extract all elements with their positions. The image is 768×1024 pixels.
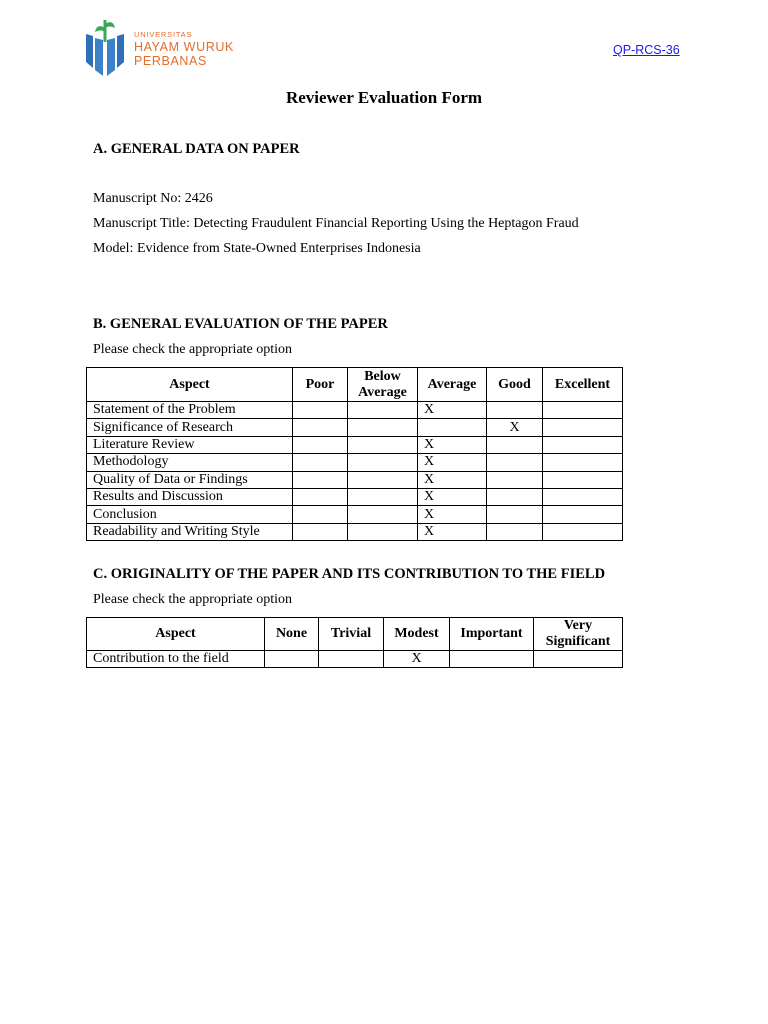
rating-cell[interactable] bbox=[348, 523, 418, 540]
rating-cell[interactable] bbox=[319, 651, 384, 668]
manuscript-title-line-1: Manuscript Title: Detecting Fraudulent Financial Reporting Using the Heptagon Fraud bbox=[93, 216, 579, 231]
column-header: Excellent bbox=[543, 368, 623, 402]
section-b-heading: B. GENERAL EVALUATION OF THE PAPER bbox=[93, 316, 388, 332]
aspect-cell: Contribution to the field bbox=[87, 651, 265, 668]
section-a-heading: A. GENERAL DATA ON PAPER bbox=[93, 141, 300, 157]
rating-cell[interactable] bbox=[450, 651, 534, 668]
column-header: Aspect bbox=[87, 618, 265, 651]
rating-cell[interactable] bbox=[487, 471, 543, 488]
rating-cell[interactable] bbox=[293, 488, 348, 505]
rating-cell[interactable]: X bbox=[418, 523, 487, 540]
column-header: Poor bbox=[293, 368, 348, 402]
logo-emblem-icon bbox=[84, 18, 126, 78]
rating-cell[interactable] bbox=[348, 436, 418, 453]
form-title: Reviewer Evaluation Form bbox=[285, 88, 483, 107]
rating-cell[interactable] bbox=[543, 436, 623, 453]
aspect-cell: Quality of Data or Findings bbox=[87, 471, 293, 488]
table-row bbox=[87, 436, 623, 453]
rating-cell[interactable] bbox=[418, 419, 487, 436]
aspect-cell: Literature Review bbox=[87, 436, 293, 453]
aspect-cell: Significance of Research bbox=[87, 419, 293, 436]
rating-cell[interactable] bbox=[534, 651, 623, 668]
column-header: Below Average bbox=[348, 368, 418, 402]
column-header: Very Significant bbox=[534, 618, 623, 651]
rating-cell[interactable] bbox=[543, 488, 623, 505]
logo-line-perbanas: PERBANAS bbox=[134, 54, 207, 68]
section-c-instruction: Please check the appropriate option bbox=[93, 592, 293, 607]
table-row bbox=[87, 471, 623, 488]
rating-cell[interactable] bbox=[293, 402, 348, 419]
rating-cell[interactable]: X bbox=[418, 402, 487, 419]
university-logo bbox=[84, 18, 244, 78]
rating-cell[interactable] bbox=[543, 471, 623, 488]
aspect-cell: Methodology bbox=[87, 454, 293, 471]
rating-cell[interactable] bbox=[487, 506, 543, 523]
rating-cell[interactable]: X bbox=[418, 506, 487, 523]
table-row bbox=[87, 402, 623, 419]
rating-cell[interactable] bbox=[293, 471, 348, 488]
rating-cell[interactable] bbox=[487, 523, 543, 540]
rating-cell[interactable] bbox=[293, 419, 348, 436]
column-header: Aspect bbox=[87, 368, 293, 402]
aspect-cell: Conclusion bbox=[87, 506, 293, 523]
general-evaluation-table bbox=[86, 367, 623, 541]
column-header: Good bbox=[487, 368, 543, 402]
rating-cell[interactable] bbox=[293, 506, 348, 523]
rating-cell[interactable]: X bbox=[384, 651, 450, 668]
rating-cell[interactable] bbox=[543, 419, 623, 436]
rating-cell[interactable] bbox=[348, 506, 418, 523]
rating-cell[interactable]: X bbox=[418, 454, 487, 471]
column-header: Modest bbox=[384, 618, 450, 651]
document-code-link[interactable]: QP-RCS-36 bbox=[613, 43, 680, 57]
rating-cell[interactable] bbox=[348, 402, 418, 419]
table-row bbox=[87, 454, 623, 471]
section-b-instruction: Please check the appropriate option bbox=[93, 342, 293, 357]
rating-cell[interactable] bbox=[348, 419, 418, 436]
rating-cell[interactable] bbox=[293, 454, 348, 471]
logo-line-universitas: UNIVERSITAS bbox=[134, 30, 193, 39]
rating-cell[interactable] bbox=[348, 488, 418, 505]
table-row bbox=[87, 651, 623, 668]
column-header: None bbox=[265, 618, 319, 651]
originality-table bbox=[86, 617, 623, 668]
rating-cell[interactable] bbox=[543, 523, 623, 540]
rating-cell[interactable]: X bbox=[418, 488, 487, 505]
rating-cell[interactable] bbox=[348, 454, 418, 471]
manuscript-number: Manuscript No: 2426 bbox=[93, 191, 213, 206]
rating-cell[interactable] bbox=[543, 454, 623, 471]
rating-cell[interactable]: X bbox=[487, 419, 543, 436]
rating-cell[interactable]: X bbox=[418, 471, 487, 488]
rating-cell[interactable] bbox=[487, 454, 543, 471]
rating-cell[interactable] bbox=[293, 436, 348, 453]
aspect-cell: Readability and Writing Style bbox=[87, 523, 293, 540]
table-row bbox=[87, 419, 623, 436]
rating-cell[interactable] bbox=[487, 402, 543, 419]
rating-cell[interactable] bbox=[265, 651, 319, 668]
section-c-heading: C. ORIGINALITY OF THE PAPER AND ITS CONTRIBUTION TO THE FIELD bbox=[93, 566, 606, 582]
manuscript-title-line-2: Model: Evidence from State-Owned Enterprises Indonesia bbox=[93, 241, 421, 256]
table-row bbox=[87, 506, 623, 523]
table-header-row bbox=[87, 618, 623, 651]
table-header-row bbox=[87, 368, 623, 402]
rating-cell[interactable]: X bbox=[418, 436, 487, 453]
table-row bbox=[87, 488, 623, 505]
aspect-cell: Results and Discussion bbox=[87, 488, 293, 505]
rating-cell[interactable] bbox=[348, 471, 418, 488]
table-row bbox=[87, 523, 623, 540]
rating-cell[interactable] bbox=[487, 488, 543, 505]
logo-line-hayam-wuruk: HAYAM WURUK bbox=[134, 39, 234, 54]
column-header: Average bbox=[418, 368, 487, 402]
rating-cell[interactable] bbox=[543, 402, 623, 419]
rating-cell[interactable] bbox=[293, 523, 348, 540]
rating-cell[interactable] bbox=[543, 506, 623, 523]
rating-cell[interactable] bbox=[487, 436, 543, 453]
column-header: Trivial bbox=[319, 618, 384, 651]
column-header: Important bbox=[450, 618, 534, 651]
aspect-cell: Statement of the Problem bbox=[87, 402, 293, 419]
